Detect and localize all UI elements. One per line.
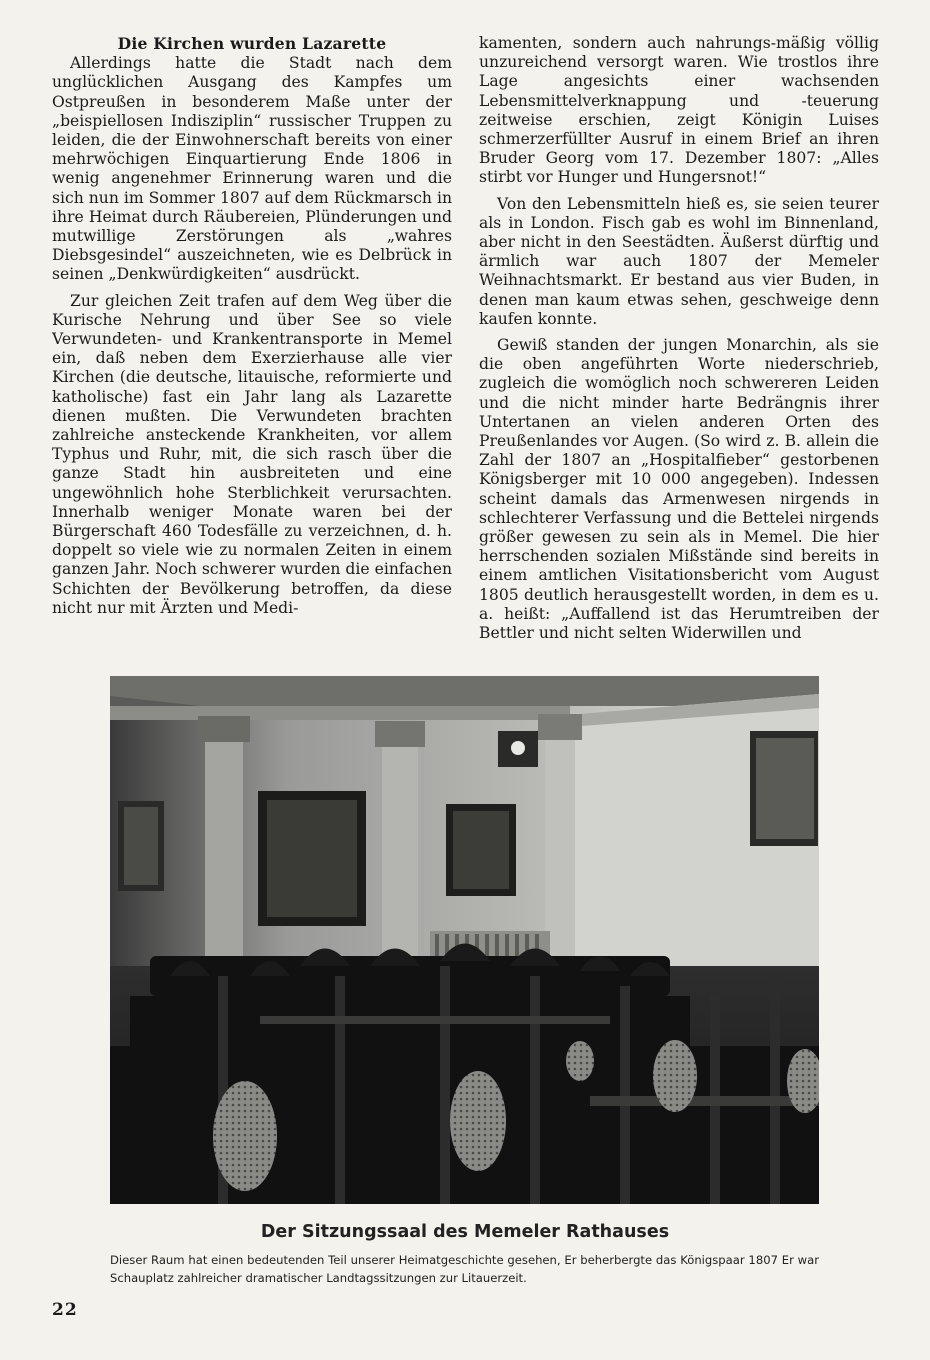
left-column [52, 34, 452, 618]
paragraph: Allerdings hatte die Stadt nach dem unglücklichen Ausgang des Kampfes um Ostpreußen in besonderem Maße unter der „beispiellosen Indisziplin“ russischer Truppen zu leiden, die der Einwohnerschaft bereits von einer mehrwöchigen Einquartierung Ende 1806 in wenig angenehmer Erinnerung waren und die sich nun im Sommer 1807 auf dem Rückmarsch in ihre Heimat durch Räubereien, Plünderungen und mutwillige Zerstörungen als „wahres Diebsgesindel“ auszeichneten, wie es Delbrück in seinen „Denkwürdigkeiten“ ausdrückt. [52, 54, 452, 284]
figure-caption-text: Dieser Raum hat einen bedeutenden Teil unserer Heimatgeschichte gesehen, Er beherbergte das Königspaar 1807 Er war Schauplatz zahlreicher dramatischer Landtagssitzungen zur Litauerzeit. [110, 1253, 819, 1285]
council-chamber-photo [110, 676, 819, 1204]
page-number: 22 [52, 1300, 78, 1320]
right-column [479, 34, 879, 643]
figure-caption-title: Der Sitzungssaal des Memeler Rathauses [260, 1222, 670, 1242]
section-heading: Die Kirchen wurden Lazarette [117, 34, 387, 53]
paragraph: Von den Lebensmitteln hieß es, sie seien teurer als in London. Fisch gab es wohl im Binnenland, aber nicht in den Seestädten. Äußerst dürftig und ärmlich war auch 1807 der Memeler Weihnachtsmarkt. Er bestand aus vier Buden, in denen man kaum etwas sehen, geschweige denn kaufen konnte. [479, 194, 879, 328]
paragraph: kamenten, sondern auch nahrungs-mäßig völlig unzureichend versorgt waren. Wie trostlos ihre Lage angesichts einer wachsenden Lebensmittelverknappung und -teuerung zeitweise erschien, zeigt Königin Luises schmerzerfüllter Ausruf in einem Brief an ihren Bruder Georg vom 17. Dezember 1807: „Alles stirbt vor Hunger und Hungersnot!“ [479, 34, 879, 187]
paragraph: Zur gleichen Zeit trafen auf dem Weg über die Kurische Nehrung und über See so viele Verwundeten- und Krankentransporte in Memel ein, daß neben dem Exerzierhause alle vier Kirchen (die deutsche, litauische, reformierte und katholische) fast ein Jahr lang als Lazarette dienen mußten. Die Verwundeten brachten zahlreiche ansteckende Krankheiten, vor allem Typhus und Ruhr, mit, die sich rasch über die ganze Stadt hin ausbreiteten und eine ungewöhnlich hohe Sterblichkeit verursachten. Innerhalb weniger Monate waren bei der Bürgerschaft 460 Todesfälle zu verzeichnen, d. h. doppelt so viele wie zu normalen Zeiten in einem ganzen Jahr. Noch schwerer wurden die einfachen Schichten der Bevölkerung betroffen, da diese nicht nur mit Ärzten und Medi- [52, 291, 452, 617]
paragraph: Gewiß standen der jungen Monarchin, als sie die oben angeführten Worte niederschrieb, zugleich die womöglich noch schwereren Leiden und die nicht minder harte Bedrängnis ihrer Untertanen an vielen anderen Orten des Preußenlandes vor Augen. (So wird z. B. allein die Zahl der 1807 an „Hospitalfieber“ gestorbenen Königsberger mit 10 000 angegeben). Indessen scheint damals das Armenwesen nirgends in schlechterer Verfassung und die Bettelei nirgends größer gewesen zu sein als in Memel. Die hier herrschenden sozialen Mißstände sind bereits in einem amtlichen Visitationsbericht vom August 1805 deutlich herausgestellt worden, in dem es u. a. heißt: „Auffallend ist das Herumtreiben der Bettler und nicht selten Widerwillen und [479, 336, 879, 643]
